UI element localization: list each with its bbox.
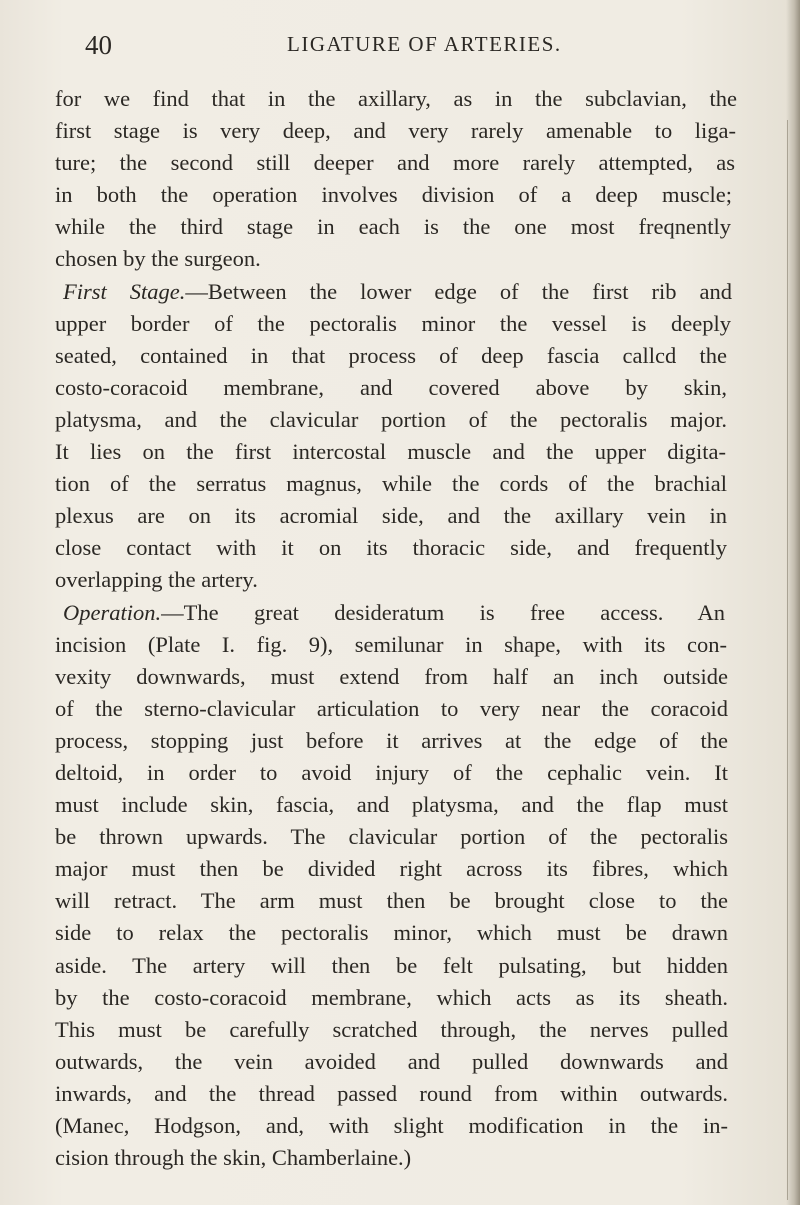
line-text: be thrown upwards. The clavicular portion of the pectoralis: [55, 824, 728, 850]
running-head: LIGATURE OF ARTERIES.: [287, 32, 562, 56]
line-text: platysma, and the clavicular portion of the pectoralis major.: [55, 406, 727, 432]
line-text: —The great desideratum is free access. An: [161, 599, 725, 625]
line-text: inwards, and the thread passed round from within outwards.: [55, 1080, 728, 1106]
line-text: for we find that in the axillary, as in the subclavian, the: [55, 86, 737, 111]
text-line: [55, 917, 728, 949]
text-line: [55, 1142, 755, 1174]
text-line: [55, 532, 727, 564]
section-heading: First Stage.: [63, 278, 186, 304]
line-text: upper border of the pectoralis minor the vessel is deeply: [55, 310, 731, 336]
text-line: [55, 982, 728, 1014]
text-line: [55, 83, 737, 115]
text-line: [55, 468, 727, 500]
line-text: while the third stage in each is the one most freqnently: [55, 214, 731, 240]
line-text: of the sterno-clavicular articulation to very near the coracoid: [55, 695, 728, 721]
line-text: first stage is very deep, and very rarely amenable to liga-: [55, 118, 736, 144]
text-line: [55, 340, 727, 372]
page-number: 40: [85, 30, 112, 60]
line-text: major must then be divided right across its fibres, which: [55, 856, 728, 882]
text-line: [55, 500, 727, 532]
line-text: will retract. The arm must then be brought close to the: [55, 888, 728, 914]
text-line: [55, 1110, 728, 1142]
text-line: [55, 404, 727, 436]
text-line: [55, 629, 727, 661]
line-text: cision through the skin, Chamberlaine.): [55, 1145, 412, 1171]
text-line: [55, 853, 728, 885]
line-text: close contact with it on its thoracic side, and frequently: [55, 535, 727, 561]
text-line: [55, 821, 728, 853]
line-text: incision (Plate I. fig. 9), semilunar in shape, with its con-: [55, 631, 727, 657]
text-line: [55, 564, 755, 596]
line-text: chosen by the surgeon.: [55, 246, 261, 272]
page-header: [85, 30, 745, 60]
text-line: [55, 789, 728, 821]
text-line: [55, 436, 726, 468]
page-edge-shadow: [786, 0, 800, 1205]
body-text: [55, 83, 755, 1174]
text-line: [55, 885, 728, 917]
text-line: [55, 597, 725, 629]
text-line: [55, 243, 755, 275]
text-line: [55, 308, 731, 340]
line-text: seated, contained in that process of deep fascia callcd the: [55, 342, 727, 368]
text-line: [55, 115, 736, 147]
text-line: [55, 211, 731, 243]
line-text: process, stopping just before it arrives at the edge of the: [55, 727, 728, 753]
line-text: (Manec, Hodgson, and, with slight modification in the in-: [55, 1113, 728, 1138]
line-text: vexity downwards, must extend from half an inch outside: [55, 663, 728, 689]
line-text: plexus are on its acromial side, and the axillary vein in: [55, 503, 727, 529]
text-line: [55, 1014, 728, 1046]
text-line: [55, 950, 728, 982]
line-text: in both the operation involves division of a deep muscle;: [55, 182, 732, 208]
text-line: [55, 1078, 728, 1110]
section-heading: Operation.: [63, 599, 162, 625]
text-line: [55, 661, 728, 693]
line-text: overlapping the artery.: [55, 567, 258, 593]
line-text: —Between the lower edge of the first rib and: [185, 278, 732, 304]
line-text: side to relax the pectoralis minor, which must be drawn: [55, 920, 728, 946]
text-line: [55, 179, 732, 211]
line-text: It lies on the first intercostal muscle and the upper digita-: [55, 439, 726, 465]
line-text: tion of the serratus magnus, while the cords of the brachial: [55, 471, 727, 497]
line-text: deltoid, in order to avoid injury of the cephalic vein. It: [55, 759, 728, 785]
line-text: This must be carefully scratched through, the nerves pulled: [55, 1016, 728, 1042]
line-text: must include skin, fascia, and platysma, and the flap must: [55, 792, 728, 818]
text-line: [55, 147, 735, 179]
line-text: outwards, the vein avoided and pulled downwards and: [55, 1048, 728, 1074]
line-text: by the costo-coracoid membrane, which acts as its sheath.: [55, 984, 728, 1010]
line-text: aside. The artery will then be felt pulsating, but hidden: [55, 952, 728, 978]
text-line: [55, 693, 728, 725]
text-line: [55, 725, 728, 757]
text-line: [55, 372, 727, 404]
text-line: [55, 757, 728, 789]
line-text: ture; the second still deeper and more rarely attempted, as: [55, 150, 735, 176]
text-line: [55, 276, 732, 308]
line-text: costo-coracoid membrane, and covered above by skin,: [55, 374, 727, 400]
text-line: [55, 1046, 728, 1078]
